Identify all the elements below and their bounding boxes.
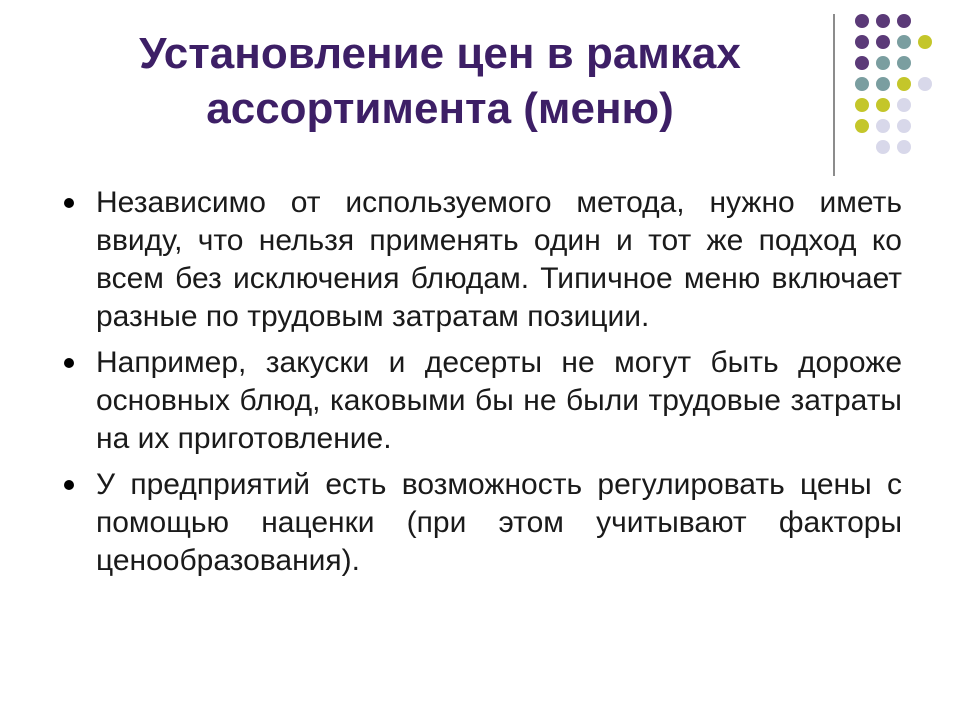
- decorative-dot: [876, 56, 890, 70]
- decorative-dot: [855, 56, 869, 70]
- bullet-text: У предприятий есть возможность регулировать цены с помощью наценки (при этом учитывают факторы ценообразования).: [96, 468, 902, 577]
- title-divider: [833, 14, 835, 176]
- slide-title: [60, 26, 820, 136]
- decorative-dot: [876, 77, 890, 91]
- slide-title-line-1: Установление цен в рамках: [139, 29, 741, 78]
- decorative-dot: [897, 35, 911, 49]
- bullet-dot-icon: [64, 198, 74, 208]
- decorative-dot: [855, 119, 869, 133]
- bullet-item-3: [64, 466, 902, 580]
- slide-title-line-2: ассортимента (меню): [206, 84, 674, 133]
- bullet-text: Независимо от используемого метода, нужно иметь ввиду, что нельзя применять один и тот же подход ко всем без исключения блюдам. Типичное меню включает разные по трудовым затратам позиции.: [96, 186, 902, 333]
- decorative-dot: [918, 35, 932, 49]
- decorative-dot: [897, 119, 911, 133]
- decorative-dot: [855, 35, 869, 49]
- decorative-dot: [855, 98, 869, 112]
- decorative-dot: [876, 14, 890, 28]
- decorative-dot: [855, 14, 869, 28]
- decorative-dot: [876, 119, 890, 133]
- decorative-dot: [897, 140, 911, 154]
- decorative-dot: [876, 98, 890, 112]
- decorative-dot: [876, 140, 890, 154]
- decorative-dot: [897, 56, 911, 70]
- decorative-dot-grid: [855, 14, 945, 154]
- decorative-dot: [897, 14, 911, 28]
- decorative-dot: [876, 35, 890, 49]
- decorative-dot: [855, 77, 869, 91]
- bullet-item-2: [64, 344, 902, 458]
- decorative-dot: [918, 77, 932, 91]
- bullet-dot-icon: [64, 358, 74, 368]
- bullet-list: [64, 184, 902, 588]
- bullet-item-1: [64, 184, 902, 336]
- bullet-text: Например, закуски и десерты не могут быть дороже основных блюд, каковыми бы не были трудовые затраты на их приготовление.: [96, 346, 902, 455]
- bullet-dot-icon: [64, 480, 74, 490]
- decorative-dot: [897, 98, 911, 112]
- decorative-dot: [897, 77, 911, 91]
